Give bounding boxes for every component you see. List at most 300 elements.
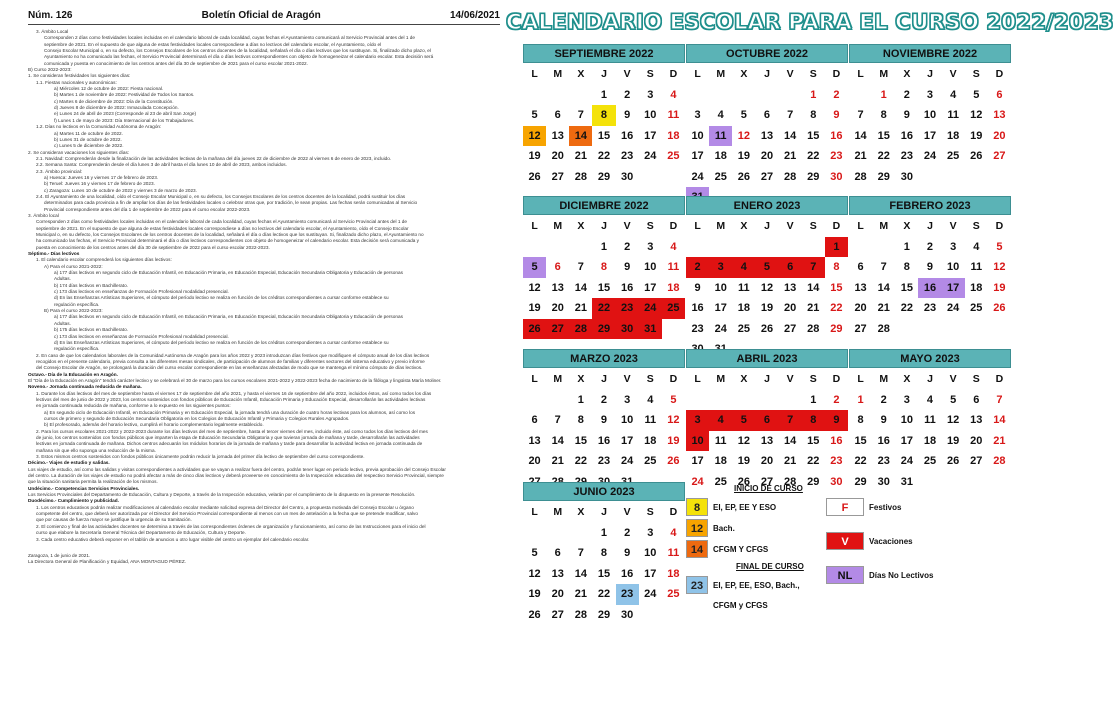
weekday-header: J	[764, 68, 770, 80]
day-cell: 5	[996, 240, 1003, 253]
day-cell: 11	[644, 414, 657, 426]
legend-label: EI, EP, EE Y ESO	[713, 502, 777, 512]
day-cell: 25	[947, 150, 960, 162]
day-cell: 18	[667, 281, 680, 294]
day-cell: 17	[942, 278, 965, 299]
empty-cell	[686, 237, 709, 258]
document-line: regulación específica.	[54, 346, 100, 352]
day-cell: 20	[760, 150, 774, 162]
day-cell: 9	[624, 109, 631, 121]
weekday-header: V	[623, 68, 631, 80]
legend-label: Bach.	[713, 523, 735, 533]
day-cell: 25	[714, 475, 727, 488]
empty-cell	[732, 85, 755, 106]
day-cell: 2	[624, 240, 631, 253]
weekday-header: M	[716, 373, 726, 385]
document-line: f) Lunes 1 de mayo de 2023: Día Internacional de los Trabajadores.	[54, 117, 195, 123]
day-cell: 20	[854, 302, 867, 314]
day-cell: 30	[621, 608, 634, 621]
day-cell: 21	[574, 588, 587, 600]
weekday-header: S	[646, 373, 654, 385]
month-grid	[523, 64, 685, 187]
document-line: puesta en conocimiento de los centros antes del día 30 de septiembre de 2022 para el curso escolar 2022-2023.	[36, 244, 270, 250]
document-line: 1. El calendario escolar comprenderá los siguientes días lectivos:	[36, 257, 172, 263]
day-cell: 6	[973, 393, 980, 406]
day-cell: 12	[737, 434, 750, 447]
day-cell: 30	[621, 170, 634, 183]
weekday-header: D	[832, 373, 841, 385]
day-cell: 29	[807, 170, 820, 183]
day-cell: 17	[900, 434, 913, 447]
day-cell: 18	[667, 567, 680, 580]
weekday-header: L	[694, 373, 701, 385]
day-cell: 15	[877, 129, 890, 142]
weekday-header: V	[949, 373, 957, 385]
legend-label: EI, EP, EE, ESO, Bach.,	[713, 580, 800, 590]
document-line: 2.1. Navidad: Comprenderán desde la finalización de las actividades lectivas de la mañana del día jueves 22 de diciembre de 2022 al viernes 6 de enero de 2023, incluido.	[36, 155, 392, 161]
day-cell: 10	[644, 261, 657, 273]
empty-cell	[523, 523, 546, 544]
day-cell: 16	[621, 281, 634, 294]
day-cell: 27	[854, 322, 867, 335]
festivos-symbol: F	[841, 502, 849, 514]
day-cell: 3	[624, 393, 631, 406]
day-cell: 4	[973, 240, 980, 253]
day-cell: 20	[528, 455, 541, 467]
day-cell: 28	[574, 608, 587, 621]
day-cell: 16	[877, 434, 890, 447]
day-cell: 26	[970, 150, 983, 162]
document-line: Noveno.- Jornada continuada reducida de mañana.	[28, 384, 142, 390]
day-cell: 4	[926, 393, 934, 406]
day-cell: 15	[597, 129, 611, 142]
day-cell: 7	[996, 393, 1003, 406]
day-cell: 6	[763, 109, 771, 121]
day-cell: 3	[686, 410, 709, 431]
day-cell: 30	[900, 170, 913, 183]
day-cell: 22	[830, 302, 843, 314]
day-cell: 26	[993, 302, 1006, 314]
day-cell: 24	[621, 455, 634, 467]
day-cell: 29	[854, 475, 867, 488]
day-cell: 17	[644, 567, 657, 580]
calendar-title: CALENDARIO ESCOLAR PARA EL CURSO 2022/2023	[506, 10, 1114, 35]
document-line: regulación específica.	[54, 301, 100, 307]
legend-label: CFGM Y CFGS	[713, 544, 769, 554]
day-cell: 2	[686, 257, 709, 278]
day-cell: 8	[880, 109, 887, 121]
legend-swatch	[686, 576, 708, 594]
legend-swatch-number: 23	[690, 580, 704, 592]
weekday-header: D	[669, 506, 678, 518]
day-cell: 19	[993, 281, 1006, 294]
day-cell: 26	[737, 475, 750, 488]
empty-cell	[779, 85, 802, 106]
day-cell: 17	[644, 281, 657, 294]
document-line: que la situación sanitaria permita la realización de los mismos.	[28, 479, 158, 485]
legend-label-continued: CFGM y CFGS	[713, 601, 768, 610]
document-line: del Consejo Escolar de Aragón, se prolongará la duración del curso escolar correspondiente en las enseñanzas afectadas de modo que se mantenga el mínimo cómputo de días lectivos.	[36, 365, 423, 371]
empty-cell	[709, 390, 732, 411]
day-cell: 4	[670, 88, 677, 101]
weekday-header: M	[716, 220, 726, 232]
day-cell: 28	[784, 170, 797, 183]
weekday-header: L	[694, 220, 701, 232]
day-cell: 14	[854, 129, 867, 142]
weekday-header: S	[646, 220, 654, 232]
document-line: mañana sin que ello suponga una reducción de la misma.	[36, 447, 156, 453]
legend-swatch	[686, 498, 708, 516]
publication-date: 14/06/2021	[449, 10, 500, 21]
day-cell: 28	[574, 170, 587, 183]
day-cell: 13	[854, 281, 867, 294]
day-cell: 11	[738, 281, 750, 294]
document-line: Corresponden 2 días como festividades locales incluidas en el calendario laboral de cada localidad, cuyas fechas el Ayuntamiento comunicará al Servicio Provincial antes del 1 de	[36, 219, 407, 225]
day-cell: 14	[551, 434, 564, 447]
day-cell: 8	[810, 109, 817, 121]
day-cell: 22	[574, 455, 587, 467]
day-cell: 19	[667, 434, 680, 447]
empty-cell	[755, 85, 778, 106]
empty-cell	[546, 85, 569, 106]
day-cell: 16	[830, 434, 843, 447]
empty-cell	[732, 390, 755, 411]
weekday-header: V	[786, 220, 794, 232]
empty-cell	[802, 237, 825, 258]
day-cell: 29	[877, 170, 890, 183]
weekday-header: M	[553, 220, 563, 232]
day-cell: 30	[616, 319, 639, 340]
day-cell: 18	[737, 302, 750, 314]
weekday-header: X	[740, 68, 748, 80]
day-cell: 27	[551, 608, 564, 621]
day-cell: 28	[993, 455, 1006, 467]
day-cell: 29	[597, 170, 611, 183]
day-cell: 10	[714, 281, 727, 294]
weekday-header: X	[740, 373, 748, 385]
day-cell: 28	[784, 475, 797, 488]
day-cell: 24	[639, 298, 662, 319]
day-cell: 10	[621, 414, 634, 426]
empty-cell	[849, 85, 872, 106]
weekday-header: L	[531, 506, 538, 518]
day-cell: 17	[691, 455, 704, 467]
document-line: 3. Ámbito Local	[36, 29, 69, 34]
day-cell: 10	[644, 109, 657, 121]
document-line: septiembre de 2021. En el supuesto de que alguna de estas festividades locales correspondiese a días no lectivos del calendario escolar, el Ayuntamiento, oído el	[44, 41, 382, 47]
day-cell: 12	[667, 414, 680, 426]
day-cell: 8	[600, 261, 608, 273]
day-cell: 1	[810, 88, 817, 101]
day-cell: 13	[551, 567, 564, 580]
document-line: determinados para cada provincia a fin de ampliar los días de las festividades locales o celebrar otras que, por tradición, le sean propias. Las fechas serán comunicadas al Servicio	[44, 200, 418, 206]
document-line: 1. Durante los días lectivos del mes de septiembre hasta el viernes 17 de septiembre del año 2021, y hasta el viernes 16 de septiembre del año 2022, incluidos éstos, así como todos los días	[36, 390, 432, 396]
day-cell: 7	[577, 547, 584, 559]
day-cell: 8	[903, 261, 910, 273]
document-page	[28, 10, 500, 710]
day-cell: 11	[709, 126, 732, 147]
day-cell: 30	[877, 475, 890, 488]
document-line: 2.4. El Ayuntamiento de una localidad, oído el Consejo Escolar Municipal o, en su defecto, los Consejos Escolares de los centros docentes de la localidad, podrá sustituir los días	[36, 193, 406, 199]
month-june	[523, 482, 685, 625]
day-cell: 11	[947, 109, 959, 121]
day-cell: 19	[760, 302, 774, 314]
day-cell: 23	[621, 150, 634, 162]
day-cell: 6	[755, 410, 778, 431]
document-line: 1.1. Fiestas nacionales y autonómicas:	[36, 79, 117, 85]
day-cell: 24	[644, 150, 657, 162]
day-cell: 24	[923, 150, 937, 162]
document-line: 3. Estos mismos centros sostenidos con fondos públicos únicamente podrán reducir la jornada del primer día lectivo de septiembre del curso correspondiente.	[36, 454, 365, 460]
day-cell: 23	[900, 150, 913, 162]
day-cell: 4	[709, 410, 732, 431]
day-cell: 20	[551, 588, 564, 600]
empty-cell	[546, 237, 569, 258]
document-body	[28, 29, 500, 566]
day-cell: 12	[970, 109, 983, 121]
day-cell: 25	[737, 322, 750, 335]
day-cell: 30	[830, 170, 843, 183]
day-cell: 31	[639, 319, 662, 340]
document-line: Provincial correspondiente antes del día 1 de septiembre de 2022 para el curso escolar 2022-2023.	[44, 206, 251, 212]
weekday-header: J	[764, 373, 770, 385]
day-cell: 8	[833, 261, 840, 273]
empty-cell	[569, 523, 592, 544]
day-cell: 1	[825, 237, 848, 258]
day-cell: 26	[523, 319, 546, 340]
day-cell: 26	[760, 322, 774, 335]
day-cell: 25	[662, 298, 685, 319]
document-line: B) Curso 2022-2023:	[28, 67, 72, 73]
day-cell: 18	[714, 150, 727, 162]
day-cell: 26	[947, 455, 960, 467]
empty-cell	[779, 390, 802, 411]
legend-swatch	[686, 519, 708, 537]
day-cell: 23	[923, 302, 937, 314]
day-cell: 15	[597, 281, 611, 294]
document-line: 1. Los centros educativos podrán realizar modificaciones al calendario escolar mediante solicitud expresa del Director del Centro, a propuesta motivada del Consejo Escolar u órgano	[36, 504, 414, 510]
empty-cell	[709, 85, 732, 106]
day-cell: 4	[950, 88, 957, 101]
day-cell: 10	[900, 414, 913, 426]
legend-festivos	[826, 498, 901, 516]
day-cell: 19	[970, 129, 983, 142]
weekday-header: S	[646, 68, 654, 80]
document-line: competente del centro, que deberá ser autorizada por el Director del Servicio Provincial correspondiente al menos con un mes de antelación a la fecha que se pretende modificar, salvo	[36, 511, 418, 517]
month-october	[686, 44, 848, 208]
day-cell: 7	[857, 109, 864, 121]
weekday-header: D	[669, 220, 678, 232]
day-cell: 23	[691, 322, 704, 335]
document-line: Duodécimo.- Cumplimiento y publicidad.	[28, 498, 119, 504]
day-cell: 23	[830, 150, 843, 162]
day-cell: 8	[857, 414, 864, 426]
weekday-header: S	[972, 68, 980, 80]
weekday-header: X	[903, 373, 911, 385]
document-line: Octavo.- Día de la Educación en Aragón.	[28, 371, 118, 377]
document-line: 2.3. Ámbito provincial:	[36, 168, 83, 174]
end-course-heading: FINAL DE CURSO	[736, 562, 804, 571]
day-cell: 22	[592, 298, 615, 319]
day-cell: 3	[903, 393, 910, 406]
day-cell: 14	[877, 281, 890, 294]
document-line: b) El profesorado, además del horario lectivo, cumplirá el horario complementario legalmente establecido.	[44, 422, 264, 428]
document-line: c) 173 días lectivos en enseñanzas de Formación Profesional modalidad presencial.	[54, 289, 229, 295]
day-cell: 13	[993, 109, 1006, 121]
document-line: a) 177 días lectivos en segundo ciclo de Educación Infantil, en Educación Primaria, en Educación Especial, Educación Secundaria Obligatoria y Educación de personas	[54, 270, 403, 276]
day-cell: 16	[830, 129, 843, 142]
document-line: Los Servicios Provinciales del Departamento de Educación, Cultura y Deporte, a través de la Inspección educativa, velarán por el cumplimiento de lo dispuesto en la presente Resolución.	[28, 492, 416, 498]
day-cell: 23	[616, 584, 639, 605]
day-cell: 3	[950, 240, 957, 253]
festivos-swatch	[826, 498, 864, 516]
document-line: que por causas de fuerza mayor se justifique la urgencia de su tramitación.	[36, 517, 192, 523]
weekday-header: J	[764, 220, 770, 232]
day-cell: 16	[621, 129, 634, 142]
day-cell: 11	[714, 434, 727, 447]
day-cell: 20	[551, 150, 564, 162]
day-cell: 9	[903, 109, 910, 121]
day-cell: 2	[903, 88, 910, 101]
day-cell: 12	[528, 567, 541, 580]
document-line: d) En las Enseñanzas Artísticas Superiores, el cómputo del período lectivo se realiza en función de los créditos correspondientes a cursar conforme establece su	[54, 339, 389, 345]
day-cell: 26	[528, 608, 541, 621]
day-cell: 2	[926, 240, 934, 253]
day-cell: 3	[709, 257, 732, 278]
document-line: 3. Ámbito local	[28, 212, 59, 218]
day-cell: 12	[523, 126, 546, 147]
day-cell: 13	[760, 129, 774, 142]
day-cell: 22	[597, 150, 611, 162]
day-cell: 31	[900, 475, 913, 488]
empty-cell	[523, 390, 546, 411]
document-line: 3. Cada centro educativo deberá exponer en el tablón de anuncios u otro lugar visible del centro un ejemplar del calendario escolar.	[36, 536, 310, 542]
day-cell: 25	[667, 150, 680, 162]
weekday-header: L	[694, 68, 701, 80]
day-cell: 17	[714, 302, 727, 314]
document-line: a) En segundo ciclo de Educación Infantil, en Educación Primaria y en Educación Especial, la jornada tendrá una duración de cuatro horas lectivas para los alumnos, así como los	[44, 409, 416, 415]
day-cell: 12	[528, 281, 541, 294]
weekday-header: D	[995, 220, 1004, 232]
weekday-header: D	[669, 68, 678, 80]
legend-label: Festivos	[869, 502, 902, 512]
day-cell: 24	[900, 455, 913, 467]
empty-cell	[732, 237, 755, 258]
weekday-header: V	[949, 68, 957, 80]
day-cell: 10	[947, 261, 960, 273]
day-cell: 21	[574, 302, 587, 314]
day-cell: 13	[760, 434, 774, 447]
month-grid	[523, 369, 685, 492]
day-cell: 18	[644, 434, 657, 447]
day-cell: 18	[970, 281, 983, 294]
day-cell: 1	[577, 393, 584, 406]
document-line: del centro. La duración de los viajes de estudio no podrá afectar a más de cinco días lectivos y deberá proveerse en conocimiento de la Inspección educativa del respectivo Servicio Provincial, siempre	[28, 473, 444, 479]
day-cell: 15	[597, 567, 611, 580]
day-cell: 14	[993, 414, 1006, 426]
document-line: a) Miércoles 12 de octubre de 2022: Fiesta nacional.	[54, 86, 164, 92]
day-cell: 6	[554, 261, 561, 273]
weekday-header: M	[716, 68, 726, 80]
document-line: B) Para el curso 2022-2023:	[44, 308, 103, 314]
weekday-header: D	[995, 68, 1004, 80]
day-cell: 1	[810, 393, 817, 406]
weekday-header: L	[857, 220, 864, 232]
day-cell: 26	[737, 170, 750, 183]
weekday-header: S	[646, 506, 654, 518]
day-cell: 7	[787, 109, 794, 121]
document-line: septiembre de 2021. En el supuesto de que alguna de estas festividades locales correspondiese a días no lectivos del calendario escolar, el Ayuntamiento, oído el Consejo Escolar	[36, 225, 409, 231]
empty-cell	[523, 237, 546, 258]
day-cell: 14	[569, 126, 592, 147]
weekday-header: X	[577, 220, 585, 232]
day-cell: 3	[926, 88, 934, 101]
day-cell: 27	[993, 150, 1006, 162]
day-cell: 19	[737, 455, 750, 467]
day-cell: 11	[667, 547, 680, 559]
day-cell: 24	[644, 588, 657, 600]
day-cell: 5	[755, 257, 778, 278]
day-cell: 17	[691, 150, 704, 162]
day-cell: 8	[802, 410, 825, 431]
month-january	[686, 196, 848, 360]
day-cell: 28	[569, 319, 592, 340]
day-cell: 2	[833, 393, 840, 406]
legend-swatch	[686, 540, 708, 558]
weekday-header: X	[577, 373, 585, 385]
day-cell: 5	[531, 109, 538, 121]
empty-cell	[755, 390, 778, 411]
day-cell: 12	[947, 414, 960, 426]
document-line: d) En las Enseñanzas Artísticas Superiores, el cómputo del período lectivo se realiza en función de los créditos correspondientes a cursar conforme establece su	[54, 295, 389, 301]
weekday-header: M	[553, 506, 563, 518]
day-cell: 21	[854, 150, 867, 162]
document-line: c) 173 días lectivos en enseñanzas de Formación Profesional modalidad presencial.	[54, 333, 229, 339]
day-cell: 6	[554, 109, 561, 121]
day-cell: 18	[714, 455, 727, 467]
day-cell: 27	[546, 319, 569, 340]
document-header	[28, 10, 500, 25]
day-cell: 28	[807, 322, 820, 335]
empty-cell	[569, 85, 592, 106]
document-line: cursos de primero y segundo de Educación Secundaria Obligatoria en los Colegios de Educación Infantil y Primaria y Colegios Rurales Agrupados.	[44, 415, 350, 421]
weekday-header: X	[740, 220, 748, 232]
document-line: comunicada y puesta en conocimiento de los centros antes del día 30 de septiembre de 2021 para el curso escolar 2021-2022.	[44, 60, 308, 66]
day-cell: 27	[970, 455, 983, 467]
weekday-header: J	[927, 220, 933, 232]
document-line: Décimo.- Viajes de estudio y salidas.	[28, 460, 110, 466]
day-cell: 19	[528, 302, 541, 314]
weekday-header: J	[601, 68, 607, 80]
weekday-header: D	[669, 373, 678, 385]
document-line: c) Zaragoza: Lunes 10 de octubre de 2022 y viernes 3 de marzo de 2023.	[44, 187, 197, 193]
document-line: Adultas.	[54, 320, 71, 326]
day-cell: 26	[667, 455, 680, 467]
day-cell: 22	[807, 455, 820, 467]
document-line: de junio, los centros sostenidos con fondos públicos que imparten la etapa de Educación Secundaria Obligatoria y que tuvieran jornada de mañana y tarde, desarrollarán las actividades	[36, 435, 420, 440]
day-cell: 20	[551, 302, 564, 314]
weekday-header: V	[786, 373, 794, 385]
weekday-header: L	[531, 373, 538, 385]
day-cell: 12	[993, 261, 1006, 273]
document-line: Ayuntamiento no ha comunicado las fechas, el Servicio Provincial determinará el día o días lectivos correspondientes con objeto de homogeneizar el calendario escolar. Esta decisión será	[44, 54, 434, 60]
document-line: a) Huesca: Jueves 16 y viernes 17 de febrero de 2023.	[44, 174, 159, 180]
day-cell: 9	[926, 261, 934, 273]
day-cell: 21	[877, 302, 890, 314]
legend-swatch-number: 8	[693, 502, 701, 514]
day-cell: 29	[597, 608, 611, 621]
day-cell: 9	[694, 281, 701, 294]
